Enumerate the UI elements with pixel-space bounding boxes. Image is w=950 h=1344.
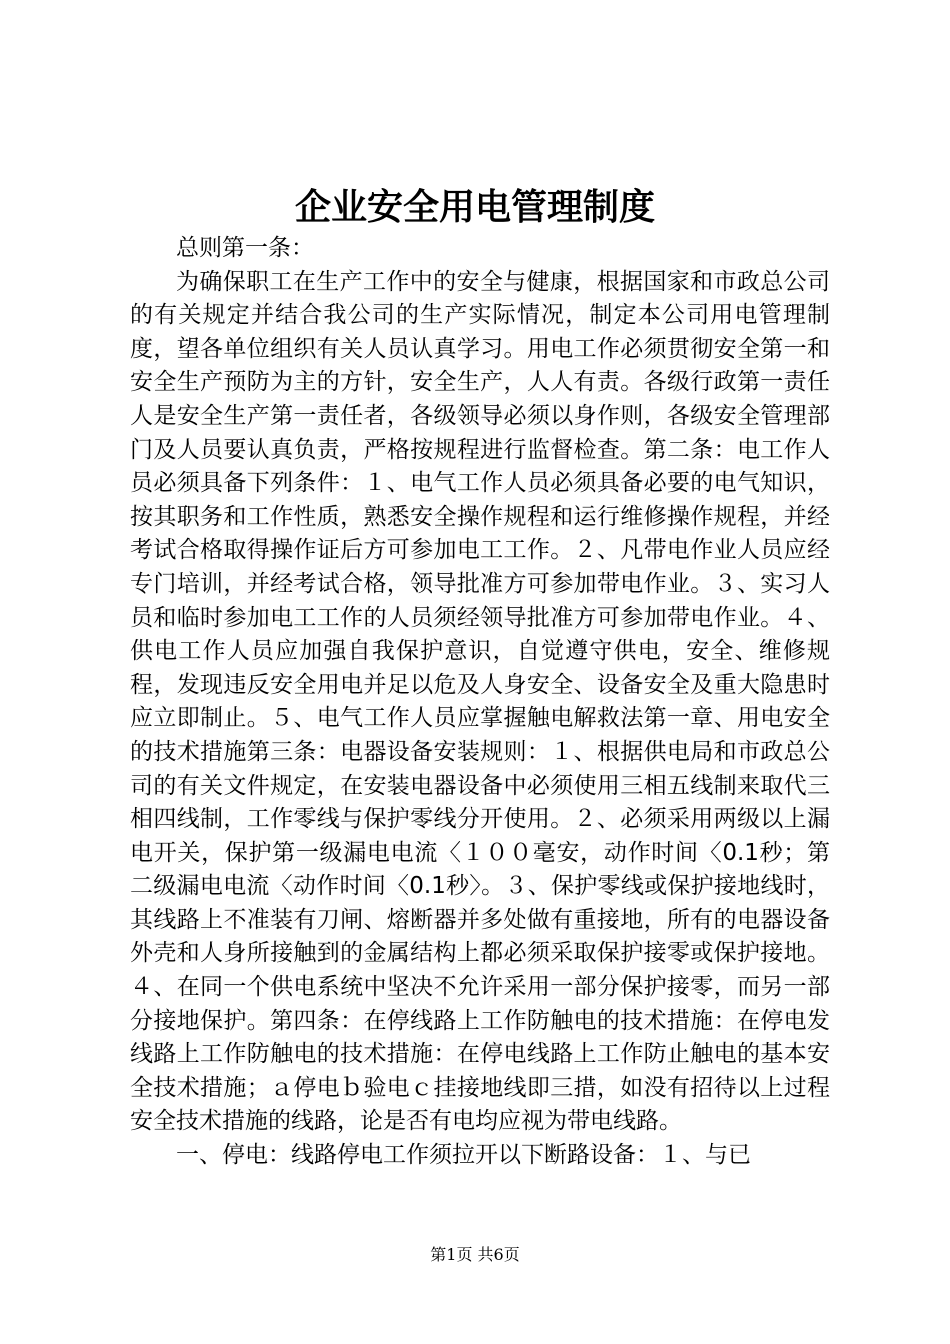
paragraph-general-provisions: 总则第一条：: [176, 235, 314, 261]
paragraph-power-outage: 一、停电：线路停电工作须拉开以下断路设备：１、与已: [176, 1142, 751, 1169]
page-number: 第1页 共6页: [430, 1245, 520, 1264]
paragraph-main-text: 为确保职工在生产工作中的安全与健康，根据国家和市政总公司的有关规定并结合我公司的生产实际情况，制定本公司用电管理制度，望各单位组织有关人员认真学习。用电工作必须贯彻安全第一和安全生产预防为主的方针，安全生产，人人有责。各级行政第一责任人是安全生产第一责任者，各级领导必须以身作则，各级安全管理部门及人员要认真负责，严格按规程进行监督检查。第二条：电工作人员必须具备下列条件：１、电气工作人员必须具备必要的电气知识，按其职务和工作性质，熟悉安全操作规程和运行维修操作规程，并经考试合格取得操作证后方可参加电工工作。２、凡带电作业人员应经专门培训，并经考试合格，领导批准方可参加带电作业。３、实习人员和临时参加电工工作的人员须经领导批准方可参加带电作业。４、供电工作人员应加强自我保护意识，自觉遵守供电，安全、维修规程，发现违反安全用电并足以危及人身安全、设备安全及重大隐患时应立即制止。５、电气工作人员应掌握触电解救法第一章、用电安全的技术措施第三条：电器设备安装规则：１、根据供电局和市政总公司的有关文件规定，在安装电器设备中必须使用三相五线制来取代三相四线制，工作零线与保护零线分开使用。２、必须采用两级以上漏电开关，保护第一级漏电电流〈１００毫安，动作时间〈0.1秒；第二级漏电电流〈动作时间〈0.1秒〉。３、保护零线或保护接地线时，其线路上不准装有刀闸、熔断器并多处做有重接地，所有的电器设备外壳和人身所接触到的金属结构上都必须采取保护接零或保护接地。４、在同一个供电系统中坚决不允许采用一部分保护接零，而另一部分接地保护。第四条：在停线路上工作防触电的技术措施：在停电发线路上工作防触电的技术措施：在停电线路上工作防止触电的基本安全技术措施；ａ停电ｂ验电ｃ挂接地线即三措，如没有招待以上过程安全技术措施的线路，论是否有电均应视为带电线路。: [130, 268, 830, 1135]
document-title: 企业安全用电管理制度: [294, 186, 655, 228]
document-body: [130, 232, 830, 1173]
